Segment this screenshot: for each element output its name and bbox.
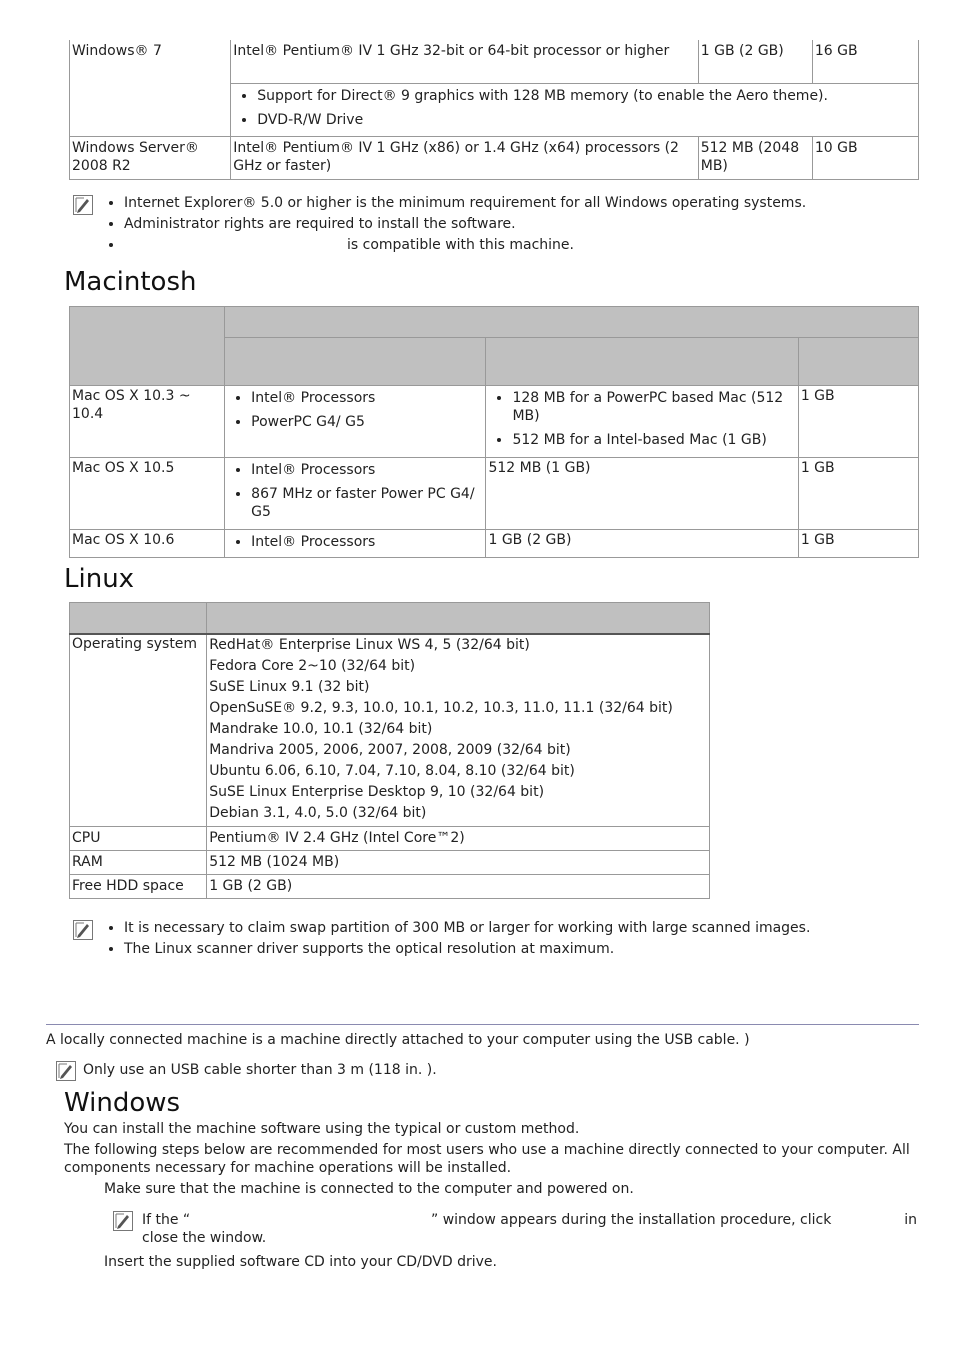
macintosh-table [69,306,919,558]
step-note-text: ” window appears during the installation procedure, click [431,1212,832,1228]
row-label: Free HDD space [70,874,207,898]
os-item: RedHat® Enterprise Linux WS 4, 5 (32/64 bit) [209,636,530,653]
linux-table [69,602,710,899]
row-value: 512 MB (1024 MB) [207,850,710,874]
note-item: • It is necessary to claim swap partition of 300 MB or larger for working with large scanned images. [124,918,954,939]
install-paragraph: The following steps below are recommended for most users who use a machine directly connected to your computer. All components necessary for machine operations will be installed. [64,1142,910,1176]
step-note-text: in [904,1212,917,1228]
hdd-cell: 1 GB [798,530,918,558]
ram-cell [486,386,798,458]
step-note-text: close the window. [142,1230,267,1246]
step-note [113,1211,923,1246]
usb-note [56,1061,916,1085]
note-item: • Administrator rights are required to install the software. [124,214,944,235]
row-value: Pentium® IV 2.4 GHz (Intel Core™2) [207,826,710,850]
row-value: 1 GB (2 GB) [207,874,710,898]
list-item: • Support for Direct® 9 graphics with 128 MB memory (to enable the Aero theme). [257,87,916,105]
install-step: Make sure that the machine is connected to the computer and powered on. [104,1181,634,1197]
header-cell [70,603,207,634]
header-cell [225,307,919,338]
install-paragraph: You can install the machine software using the typical or custom method. [64,1121,580,1137]
list-item: • 867 MHz or faster Power PC G4/ G5 [251,485,483,521]
extras-cell [231,83,919,136]
cpu-cell: Intel® Pentium® IV 1 GHz (x86) or 1.4 GHz (x64) processors (2 GHz or faster) [231,136,699,179]
note-icon [113,1211,133,1231]
cpu-cell [225,386,486,458]
os-item: SuSE Linux Enterprise Desktop 9, 10 (32/64 bit) [209,783,545,800]
linux-heading: Linux [64,564,135,594]
list-item: • Intel® Processors [251,461,483,479]
ram-cell: 512 MB (1 GB) [486,458,798,530]
note-icon [56,1061,76,1081]
header-cell [798,338,918,386]
note-item: • The Linux scanner driver supports the optical resolution at maximum. [124,939,954,960]
ram-cell: 512 MB (2048 MB) [698,136,812,179]
cpu-cell [225,458,486,530]
hdd-cell: 1 GB [798,386,918,458]
windows-notes [73,195,933,253]
os-item: Fedora Core 2~10 (32/64 bit) [209,657,416,674]
ram-cell: 1 GB (2 GB) [486,530,798,558]
windows-requirements-table [69,40,919,180]
row-label: RAM [70,850,207,874]
step-note-text: If the “ [142,1212,191,1228]
header-cell [225,338,486,386]
os-cell: Mac OS X 10.6 [70,530,225,558]
windows-heading: Windows [64,1088,181,1118]
os-item: Ubuntu 6.06, 6.10, 7.04, 7.10, 8.04, 8.10 (32/64 bit) [209,762,575,779]
header-cell [70,307,225,386]
os-cell: Mac OS X 10.5 [70,458,225,530]
note-icon [73,195,93,215]
list-item: • 128 MB for a PowerPC based Mac (512 MB) [512,389,795,425]
hdd-cell: 1 GB [798,458,918,530]
list-item: • Intel® Processors [251,533,483,551]
hdd-cell: 10 GB [812,136,918,179]
os-cell: Windows® 7 [70,40,231,136]
header-cell [207,603,710,634]
cpu-cell: Intel® Pentium® IV 1 GHz 32-bit or 64-bit processor or higher [231,40,699,83]
list-item: • 512 MB for a Intel-based Mac (1 GB) [512,431,795,449]
list-item: • DVD-R/W Drive [257,111,916,129]
os-item: SuSE Linux 9.1 (32 bit) [209,678,370,695]
list-item: • Intel® Processors [251,389,483,407]
usb-note-text: Only use an USB cable shorter than 3 m (118 in. ). [83,1062,437,1078]
header-cell [486,338,798,386]
row-label: CPU [70,826,207,850]
install-step: Insert the supplied software CD into your CD/DVD drive. [104,1254,497,1270]
os-item: Mandrake 10.0, 10.1 (32/64 bit) [209,720,433,737]
row-label: Operating system [70,634,207,827]
list-item: • PowerPC G4/ G5 [251,413,483,431]
cpu-cell [225,530,486,558]
macintosh-heading: Macintosh [64,267,197,297]
note-icon [73,920,93,940]
os-cell: Mac OS X 10.3 ~ 10.4 [70,386,225,458]
os-item: Debian 3.1, 4.0, 5.0 (32/64 bit) [209,804,427,821]
os-item: OpenSuSE® 9.2, 9.3, 10.0, 10.1, 10.2, 10.3, 11.0, 11.1 (32/64 bit) [209,699,673,716]
hdd-cell: 16 GB [812,40,918,83]
note-text: is compatible with this machine. [347,237,574,253]
section-divider [46,1024,919,1025]
ram-cell: 1 GB (2 GB) [698,40,812,83]
linux-notes [73,920,933,957]
os-list-cell [207,634,710,827]
note-item: • Internet Explorer® 5.0 or higher is the minimum requirement for all Windows operating systems. [124,193,944,214]
local-intro: A locally connected machine is a machine directly attached to your computer using the USB cable. ) [46,1032,750,1048]
os-cell: Windows Server® 2008 R2 [70,136,231,179]
os-item: Mandriva 2005, 2006, 2007, 2008, 2009 (32/64 bit) [209,741,571,758]
note-item [124,235,944,256]
